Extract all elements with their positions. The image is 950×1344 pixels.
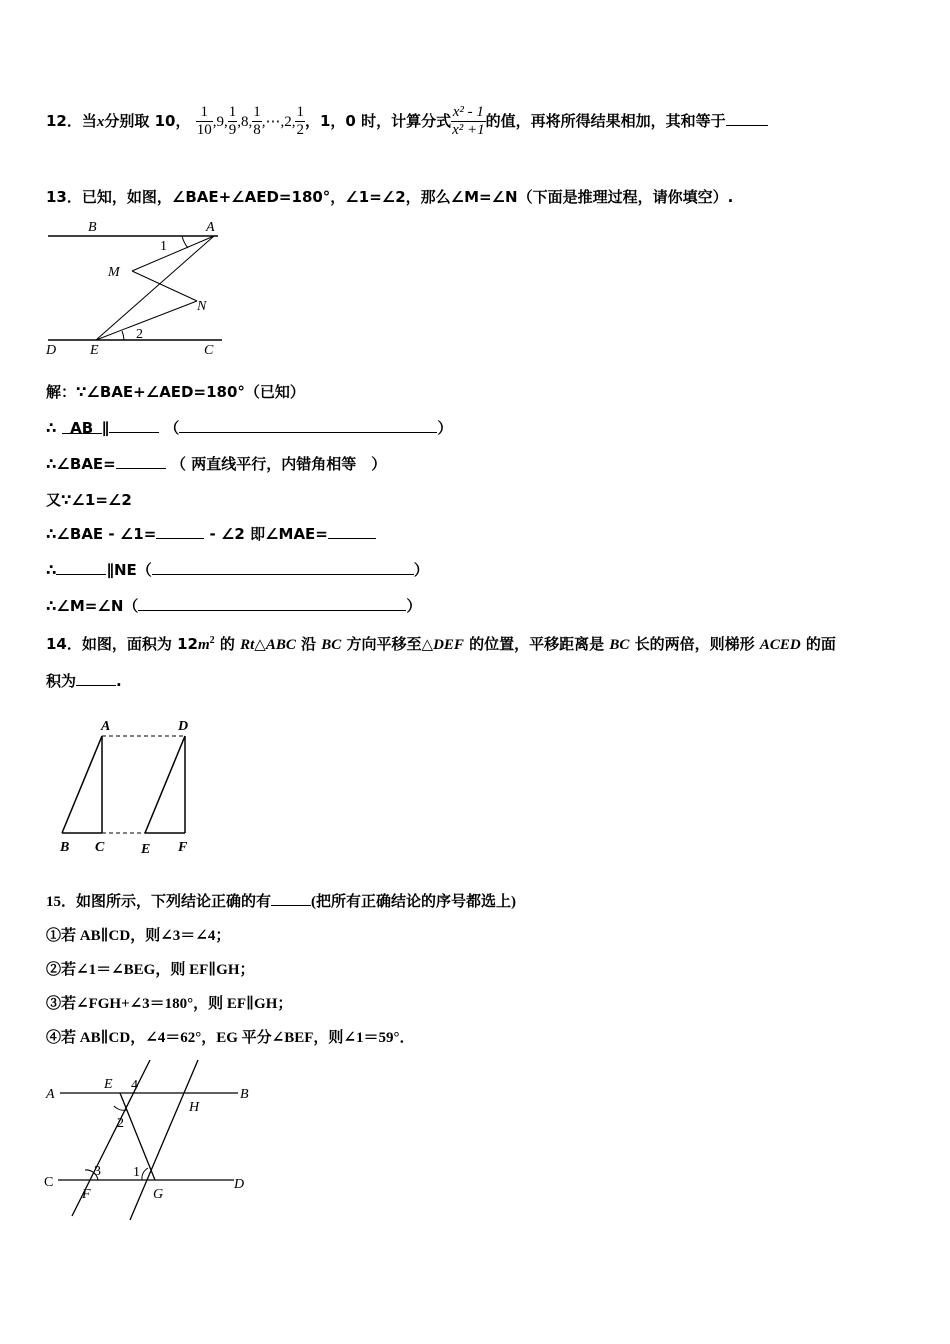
q15-label-b: B — [240, 1087, 249, 1102]
q13-label-m: M — [108, 265, 120, 280]
q13-label-e: E — [90, 343, 99, 358]
q14-line-2: 积为 . — [46, 672, 122, 690]
q13-label-a: A — [206, 220, 215, 235]
q14-label-a: A — [101, 719, 111, 734]
q13-stem: 13．已知，如图，∠BAE+∠AED=180°，∠1=∠2，那么∠M=∠N（下面是推理过程，请你填空）. — [46, 188, 734, 206]
q14-label-d: D — [178, 719, 189, 734]
q15-answer-blank[interactable] — [271, 891, 311, 906]
q13-line-1: 解：∵∠BAE+∠AED=180°（已知） — [46, 383, 305, 401]
q14-seg-ba — [62, 736, 102, 833]
q13-blank-reason-2[interactable] — [152, 560, 414, 575]
q15-label-3: 3 — [94, 1164, 101, 1179]
q13-seg-ae — [96, 236, 214, 340]
q14-answer-blank[interactable] — [76, 671, 116, 686]
q15-label-e: E — [104, 1077, 113, 1092]
q15-label-c: C — [44, 1175, 54, 1190]
q12-frac-1-8: $\frac{1}{8}$ — [253, 104, 261, 138]
q15-option-3: ③若∠FGH+∠3＝180°，则 EF∥GH； — [46, 996, 293, 1012]
q12-var-x: x — [96, 114, 105, 130]
q15-label-4: 4 — [131, 1078, 138, 1093]
q14-line-1: 14．如图，面积为 $12m^2$ 的 Rt△ABC 沿 BC 方向平移至△DEF 的位置，平移距离是 BC 长的两倍，则梯形 ACED 的面 — [46, 635, 836, 653]
q12-seq-8: ,8, — [237, 114, 253, 130]
q13-label-n: N — [197, 299, 207, 314]
q14-label-e: E — [141, 842, 151, 857]
q13-label-2: 2 — [136, 327, 143, 342]
q12-prefix: 12．当 — [46, 112, 97, 130]
q13-line-3: ∴∠BAE= （ 两直线平行，内错角相等 ） — [46, 455, 387, 473]
q12-seq-dots: ,⋯,2, — [261, 114, 296, 130]
q13-label-1: 1 — [160, 239, 167, 254]
q12-text2: ，1，0 时，计算分式 — [304, 112, 452, 130]
q12-line — [46, 104, 768, 139]
q13-blank-reason-3[interactable] — [138, 596, 406, 611]
q14-seg-ed — [145, 736, 185, 833]
q13-blank-line-m[interactable] — [56, 560, 106, 575]
q13-figure — [40, 214, 240, 364]
q13-line-5: ∴∠BAE - ∠1= - ∠2 即∠MAE= — [46, 523, 376, 544]
q14-figure — [52, 716, 202, 856]
q12-seq-9: ,9, — [212, 114, 228, 130]
q15-option-2: ②若∠1＝∠BEG，则 EF∥GH； — [46, 962, 255, 978]
q13-label-b: B — [88, 220, 97, 235]
q15-option-4: ④若 AB∥CD，∠4＝62°，EG 平分∠BEF，则∠1＝59°． — [46, 1030, 415, 1046]
q15-label-2: 2 — [117, 1116, 124, 1131]
q13-line-2: ∴ AB ∥ （ ） — [46, 419, 453, 437]
q15-stem: 15．如图所示，下列结论正确的有 (把所有正确结论的序号都选上) — [46, 890, 516, 911]
q12-frac-1-9: $\frac{1}{9}$ — [228, 104, 237, 138]
q13-blank-ab[interactable]: AB — [62, 419, 102, 434]
q13-seg-am — [132, 236, 214, 271]
q12-expression: $\frac{\text{x² - 1}}{\text{x² +1}}$ — [452, 104, 485, 138]
q15-label-f: F — [82, 1187, 91, 1202]
q15-option-1: ①若 AB∥CD，则∠3＝∠4； — [46, 928, 231, 944]
q15-figure — [42, 1058, 262, 1228]
q14-label-f: F — [178, 840, 188, 855]
q15-label-g: G — [153, 1187, 164, 1202]
q13-seg-ne — [96, 301, 197, 340]
q14-label-b: B — [60, 840, 70, 855]
q13-blank-mae[interactable] — [328, 524, 376, 539]
q12-answer-blank[interactable] — [726, 111, 768, 126]
q12-frac-1-2: $\frac{1}{2}$ — [296, 104, 304, 138]
q13-label-c: C — [204, 343, 214, 358]
q12-frac-1-10: $\frac{1}{10}$ — [196, 104, 212, 138]
q13-blank-parallel-line[interactable] — [109, 418, 159, 433]
q13-angle-1-arc — [182, 236, 188, 248]
q15-label-1: 1 — [133, 1165, 140, 1180]
q12-text1: 分别取 10， — [104, 112, 191, 130]
q13-blank-angle[interactable] — [156, 524, 204, 539]
q15-label-h: H — [189, 1100, 200, 1115]
q13-line-4: 又∵∠1=∠2 — [46, 491, 132, 509]
q13-angle-2-arc — [122, 331, 124, 340]
q13-seg-mn — [132, 271, 197, 301]
q13-line-6: ∴ ∥NE（ ） — [46, 561, 429, 579]
q13-label-d: D — [46, 343, 57, 358]
q15-label-a: A — [46, 1087, 55, 1102]
q14-label-c: C — [95, 840, 105, 855]
q13-line-7: ∴∠M=∠N（ ） — [46, 597, 422, 615]
q15-line-gh — [130, 1060, 198, 1220]
q13-blank-reason-1[interactable] — [179, 418, 437, 433]
q12-text3: 的值，再将所得结果相加，其和等于 — [485, 112, 726, 130]
q15-label-d: D — [234, 1177, 245, 1192]
q13-blank-bae[interactable] — [116, 454, 166, 469]
